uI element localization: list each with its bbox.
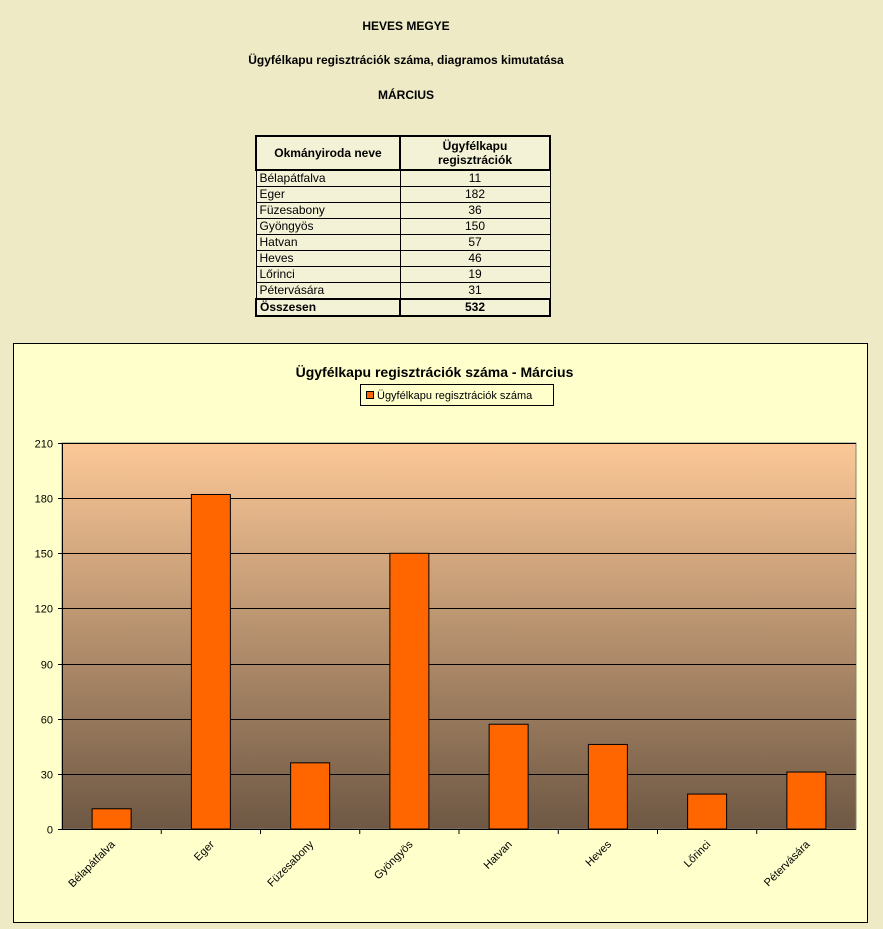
- y-tick-label: 180: [34, 493, 53, 506]
- county-heading: HEVES MEGYE: [362, 19, 450, 33]
- legend-swatch: [367, 392, 374, 399]
- registration-count: 36: [400, 203, 550, 219]
- registration-count: 31: [400, 283, 550, 300]
- registration-table: [255, 135, 551, 317]
- table-row: [256, 235, 550, 251]
- report-subtitle: Ügyfélkapu regisztrációk száma, diagramos kimutatása: [248, 53, 564, 67]
- x-tick-label: Bélapátfalva: [66, 838, 118, 890]
- registration-count: 46: [400, 251, 550, 267]
- chart-legend: [361, 385, 554, 406]
- registration-count: 150: [400, 219, 550, 235]
- bar-2: [191, 494, 230, 829]
- total-value: 532: [400, 299, 550, 316]
- table-row: [256, 203, 550, 219]
- y-tick-label: 60: [40, 714, 53, 727]
- bar-8: [787, 772, 826, 829]
- x-tick-label: Gyöngyös: [371, 838, 416, 883]
- table-row: [256, 219, 550, 235]
- bar-chart: [13, 343, 868, 923]
- chart-canvas: [14, 344, 867, 922]
- bar-1: [92, 809, 131, 829]
- y-tick-label: 90: [40, 659, 53, 672]
- registration-count: 11: [400, 170, 550, 187]
- table-header-row: [256, 136, 550, 170]
- registration-count: 57: [400, 235, 550, 251]
- office-name: Heves: [256, 251, 400, 267]
- x-tick-label: Eger: [192, 838, 217, 864]
- registration-count: 182: [400, 187, 550, 203]
- table-row: [256, 283, 550, 300]
- x-tick-label: Hatvan: [481, 838, 515, 872]
- x-tick-label: Heves: [583, 838, 614, 870]
- office-name: Pétervására: [256, 283, 400, 300]
- bar-4: [390, 553, 429, 829]
- column-header-registrations: Ügyfélkapu regisztrációk: [400, 136, 550, 170]
- y-tick-label: 120: [34, 603, 53, 616]
- office-name: Lőrinci: [256, 267, 400, 283]
- table-row: [256, 187, 550, 203]
- y-tick-label: 0: [46, 824, 53, 837]
- office-name: Füzesabony: [256, 203, 400, 219]
- office-name: Eger: [256, 187, 400, 203]
- table-row: [256, 251, 550, 267]
- registration-count: 19: [400, 267, 550, 283]
- month-heading: MÁRCIUS: [378, 88, 434, 102]
- y-tick-label: 150: [34, 548, 53, 561]
- office-name: Bélapátfalva: [256, 170, 400, 187]
- office-name: Hatvan: [256, 235, 400, 251]
- y-tick-label: 210: [34, 438, 53, 451]
- bar-3: [291, 763, 330, 829]
- total-label: Összesen: [256, 299, 400, 316]
- x-tick-label: Füzesabony: [265, 838, 317, 890]
- bar-6: [588, 744, 627, 829]
- chart-title: Ügyfélkapu regisztrációk száma - Március: [295, 364, 574, 380]
- x-tick-label: Lőrinci: [681, 838, 714, 871]
- office-name: Gyöngyös: [256, 219, 400, 235]
- legend-label: Ügyfélkapu regisztrációk száma: [377, 390, 533, 402]
- y-tick-label: 30: [40, 769, 53, 782]
- column-header-office: Okmányiroda neve: [256, 136, 400, 170]
- x-tick-label: Pétervására: [762, 838, 813, 890]
- table-total-row: [256, 299, 550, 316]
- bar-5: [489, 724, 528, 829]
- plot-area: [62, 443, 856, 829]
- bar-7: [688, 794, 727, 829]
- table-row: [256, 267, 550, 283]
- table-row: [256, 170, 550, 187]
